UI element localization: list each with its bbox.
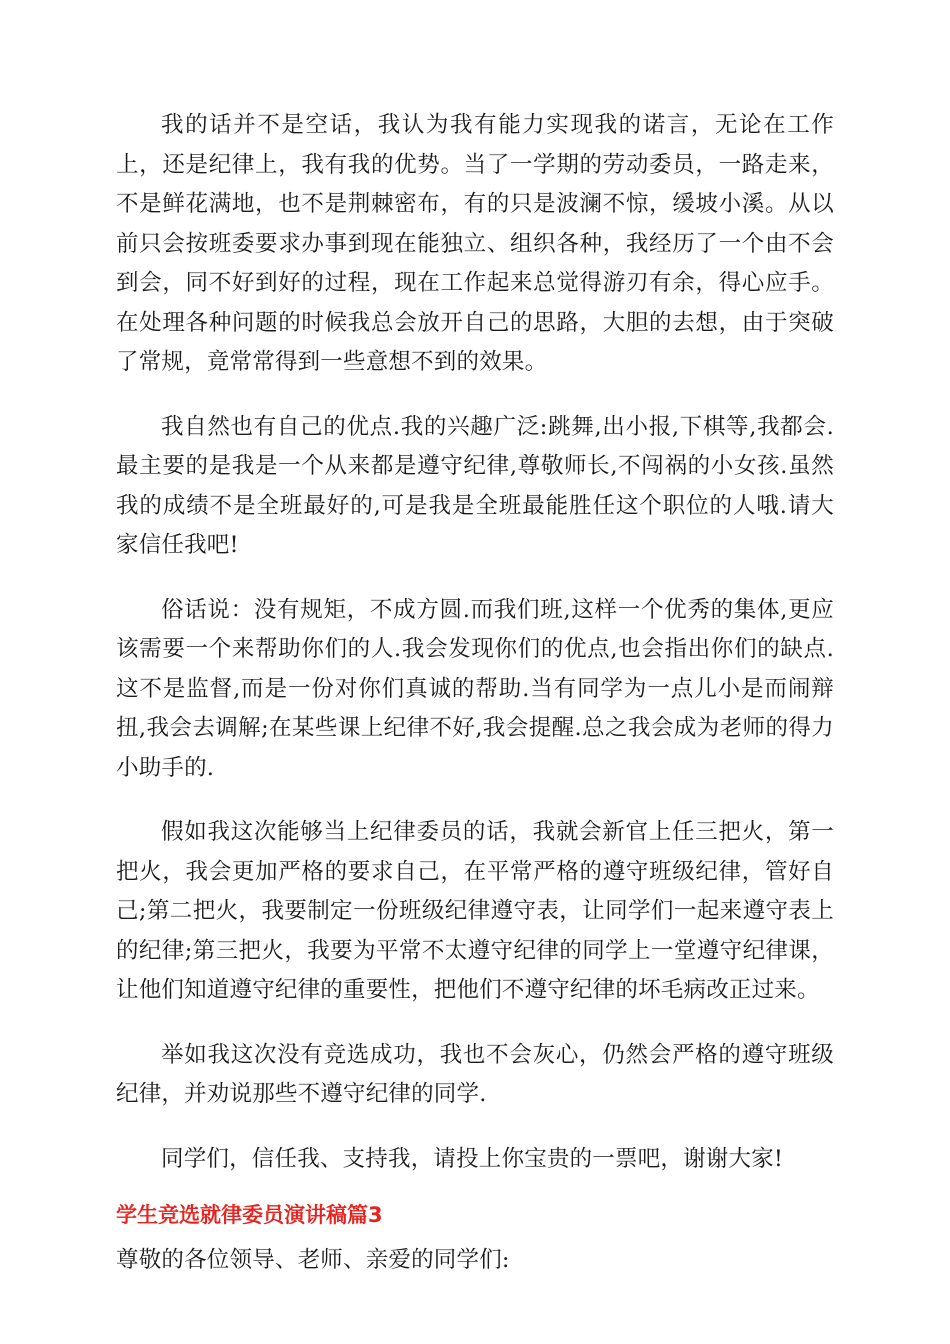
paragraph-2: 我自然也有自己的优点.我的兴趣广泛:跳舞,出小报,下棋等,我都会.最主要的是我是一个从来都是遵守纪律,尊敬师长,不闯祸的小女孩.虽然我的成绩不是全班最好的,可是我是全班最能胜任这个职位的人哦.请大家信任我吧!: [116, 413, 834, 558]
document-body: [116, 106, 834, 1281]
paragraph-3: 俗话说：没有规矩，不成方圆.而我们班,这样一个优秀的集体,更应该需要一个来帮助你们的人.我会发现你们的优点,也会指出你们的缺点.这不是监督,而是一份对你们真诚的帮助.当有同学为一点儿小是而闹辩扭,我会去调解;在某些课上纪律不好,我会提醒.总之我会成为老师的得力小助手的.: [116, 596, 834, 781]
paragraph-5: 举如我这次没有竞选成功，我也不会灰心，仍然会严格的遵守班级纪律，并劝说那些不遵守纪律的同学.: [116, 1041, 834, 1107]
paragraph-1: 我的话并不是空话，我认为我有能力实现我的诺言，无论在工作上，还是纪律上，我有我的优势。当了一学期的劳动委员，一路走来，不是鲜花满地，也不是荆棘密布，有的只是波澜不惊，缓坡小溪。从以前只会按班委要求办事到现在能独立、组织各种，我经历了一个由不会到会，同不好到好的过程，现在工作起来总觉得游刃有余，得心应手。在处理各种问题的时候我总会放开自己的思路，大胆的去想，由于突破了常规，竟常常得到一些意想不到的效果。: [116, 112, 834, 375]
section-heading: 学生竞选就律委员演讲稿篇3: [116, 1203, 383, 1227]
paragraph-4: 假如我这次能够当上纪律委员的话，我就会新官上任三把火，第一把火，我会更加严格的要求自己，在平常严格的遵守班级纪律，管好自己;第二把火，我要制定一份班级纪律遵守表，让同学们一起来遵守表上的纪律;第三把火，我要为平常不太遵守纪律的同学上一堂遵守纪律课，让他们知道遵守纪律的重要性，把他们不遵守纪律的坏毛病改正过来。: [116, 819, 834, 1003]
salutation: 尊敬的各位领导、老师、亲爱的同学们:: [116, 1247, 510, 1273]
paragraph-6: 同学们，信任我、支持我，请投上你宝贵的一票吧，谢谢大家!: [161, 1145, 784, 1172]
